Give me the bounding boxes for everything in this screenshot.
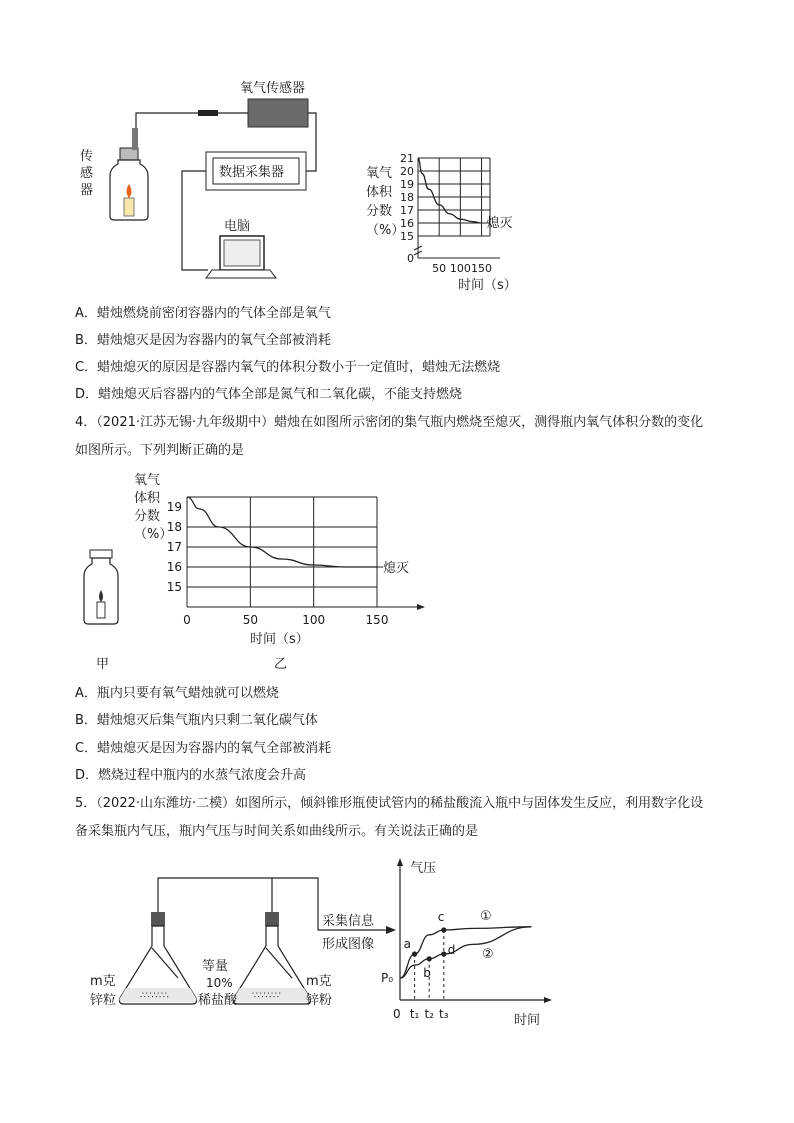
q5-point-label: c <box>437 910 445 924</box>
q4-stem: 4．（2021·江苏无锡·九年级期中）蜡烛在如图所示密闭的集气瓶内燃烧至熄灭，测得瓶内氧气体积分数的变化如图所示。下列判断正确的是 <box>75 415 704 458</box>
computer-label: 电脑 <box>224 219 251 234</box>
collect-label-2: 形成图像 <box>322 937 375 952</box>
q5-t-label: t₁ <box>409 1007 420 1021</box>
q4-annotation: 熄灭 <box>383 561 410 576</box>
q3-y-tick-label: 20 <box>400 165 414 178</box>
q5-t-label: t₃ <box>439 1007 449 1021</box>
q5-stem: 5．（2022·山东潍坊·二模）如图所示，倾斜锥形瓶使试管内的稀盐酸流入瓶中与固体发生反应，利用数字化设备采集瓶内气压，瓶内气压与时间关系如曲线所示。有关说法正确的是 <box>75 796 704 839</box>
q3-y-tick-label: 21 <box>400 152 414 165</box>
q3-y-axis-label: 分数 <box>366 204 393 219</box>
q5-y-arrow <box>397 858 403 866</box>
q3-y-tick-label: 16 <box>400 217 414 230</box>
svg-text:∵∴∵∴∵: ∵∴∵∴∵ <box>252 991 281 1001</box>
q5-point <box>441 927 446 932</box>
middle-label-3: 稀盐酸 <box>198 993 238 1008</box>
q5-point <box>427 956 432 961</box>
sensor-label-1: 传 <box>80 149 94 164</box>
right-mass-label: m克 <box>306 974 332 989</box>
q5-origin-label: 0 <box>393 1007 401 1021</box>
q4-label-jia: 甲 <box>96 657 110 672</box>
q3-y-tick-label: 18 <box>400 191 414 204</box>
q4-y-tick-label: 19 <box>166 500 182 514</box>
q4-y-axis-label: 氧气 <box>134 473 161 488</box>
q3-x-tick-label: 100 <box>449 262 471 275</box>
q5-point <box>441 951 446 956</box>
q3-zero-label: 0 <box>407 252 414 265</box>
q4-y-axis-label: 分数 <box>134 509 161 524</box>
q4-y-tick-label: 17 <box>166 540 182 554</box>
q3-y-axis-label: 体积 <box>366 185 393 200</box>
left-solid-label: 锌粒 <box>90 993 117 1008</box>
q3-option-c: C．蜡烛熄灭的原因是容器内氧气的体积分数小于一定值时，蜡烛无法燃烧 <box>75 360 501 375</box>
q3-x-tick-label: 50 <box>432 262 447 275</box>
q4-option-d: D．燃烧过程中瓶内的水蒸气浓度会升高 <box>75 768 307 783</box>
collect-label-1: 采集信息 <box>322 914 375 929</box>
q4-x-tick-label: 100 <box>302 613 326 627</box>
q3-y-tick-label: 15 <box>400 230 414 243</box>
svg-text:∴∵∴∵∴: ∴∵∴∵∴ <box>140 991 169 1001</box>
q4-option-a: A．瓶内只要有氧气蜡烛就可以燃烧 <box>75 686 279 701</box>
q3-y-tick-label: 19 <box>400 178 414 191</box>
q4-x-tick-label: 0 <box>183 613 191 627</box>
q4-x-axis-label: 时间（s） <box>250 632 309 647</box>
q4-label-yi: 乙 <box>274 657 288 672</box>
q5-y-axis-label: 气压 <box>410 861 437 876</box>
q5-x-axis-label: 时间 <box>514 1013 541 1028</box>
q4-y-tick-label: 18 <box>166 520 182 534</box>
q5-point <box>412 951 417 956</box>
q5-t-label: t₂ <box>424 1007 434 1021</box>
q4-option-b: B．蜡烛熄灭后集气瓶内只剩二氧化碳气体 <box>75 713 318 728</box>
q5-point-label: b <box>423 965 431 980</box>
sensor-label-2: 感 <box>80 166 94 181</box>
q4-option-c: C．蜡烛熄灭是因为容器内的氧气全部被消耗 <box>75 741 332 756</box>
q3-option-b: B．蜡烛熄灭是因为容器内的氧气全部被消耗 <box>75 333 331 348</box>
sensor-label-3: 器 <box>80 183 94 198</box>
q4-y-axis-label: 体积 <box>134 491 161 506</box>
q3-option-d: D．蜡烛熄灭后容器内的气体全部是氮气和二氧化碳，不能支持燃烧 <box>75 387 463 402</box>
q5-x-arrow <box>544 997 552 1003</box>
q5-point-label: a <box>403 937 411 951</box>
q5-p0-label: P₀ <box>381 971 394 985</box>
q3-x-axis-label: 时间（s） <box>458 278 517 293</box>
q3-option-a: A．蜡烛燃烧前密闭容器内的气体全部是氧气 <box>75 306 331 321</box>
q3-y-tick-label: 17 <box>400 204 414 217</box>
q4-y-tick-label: 16 <box>166 560 182 574</box>
left-mass-label: m克 <box>90 974 116 989</box>
q3-y-axis-label: 氧气 <box>366 166 393 181</box>
q5-series-label-2: ② <box>482 947 494 962</box>
q4-x-tick-label: 150 <box>365 613 389 627</box>
o2-sensor-label: 氧气传感器 <box>240 81 306 96</box>
middle-label-1: 等量 <box>202 959 229 974</box>
q5-series-line-1 <box>400 927 531 978</box>
right-solid-label: 锌粉 <box>306 993 333 1008</box>
q4-y-axis-label: （%） <box>134 527 173 542</box>
q3-x-tick-label: 150 <box>471 262 493 275</box>
q5-chart-marks <box>381 858 552 1028</box>
q5-series-label-1: ① <box>480 909 492 924</box>
middle-label-2: 10% <box>206 976 233 990</box>
q5-series-line-2 <box>400 927 531 978</box>
data-collector-label: 数据采集器 <box>219 165 285 180</box>
q4-y-tick-label: 15 <box>166 580 182 594</box>
q4-x-tick-label: 50 <box>242 613 258 627</box>
q3-y-axis-label: （%） <box>366 223 405 238</box>
q3-annotation: 熄灭 <box>486 216 513 231</box>
q5-point-label: d <box>447 943 456 957</box>
